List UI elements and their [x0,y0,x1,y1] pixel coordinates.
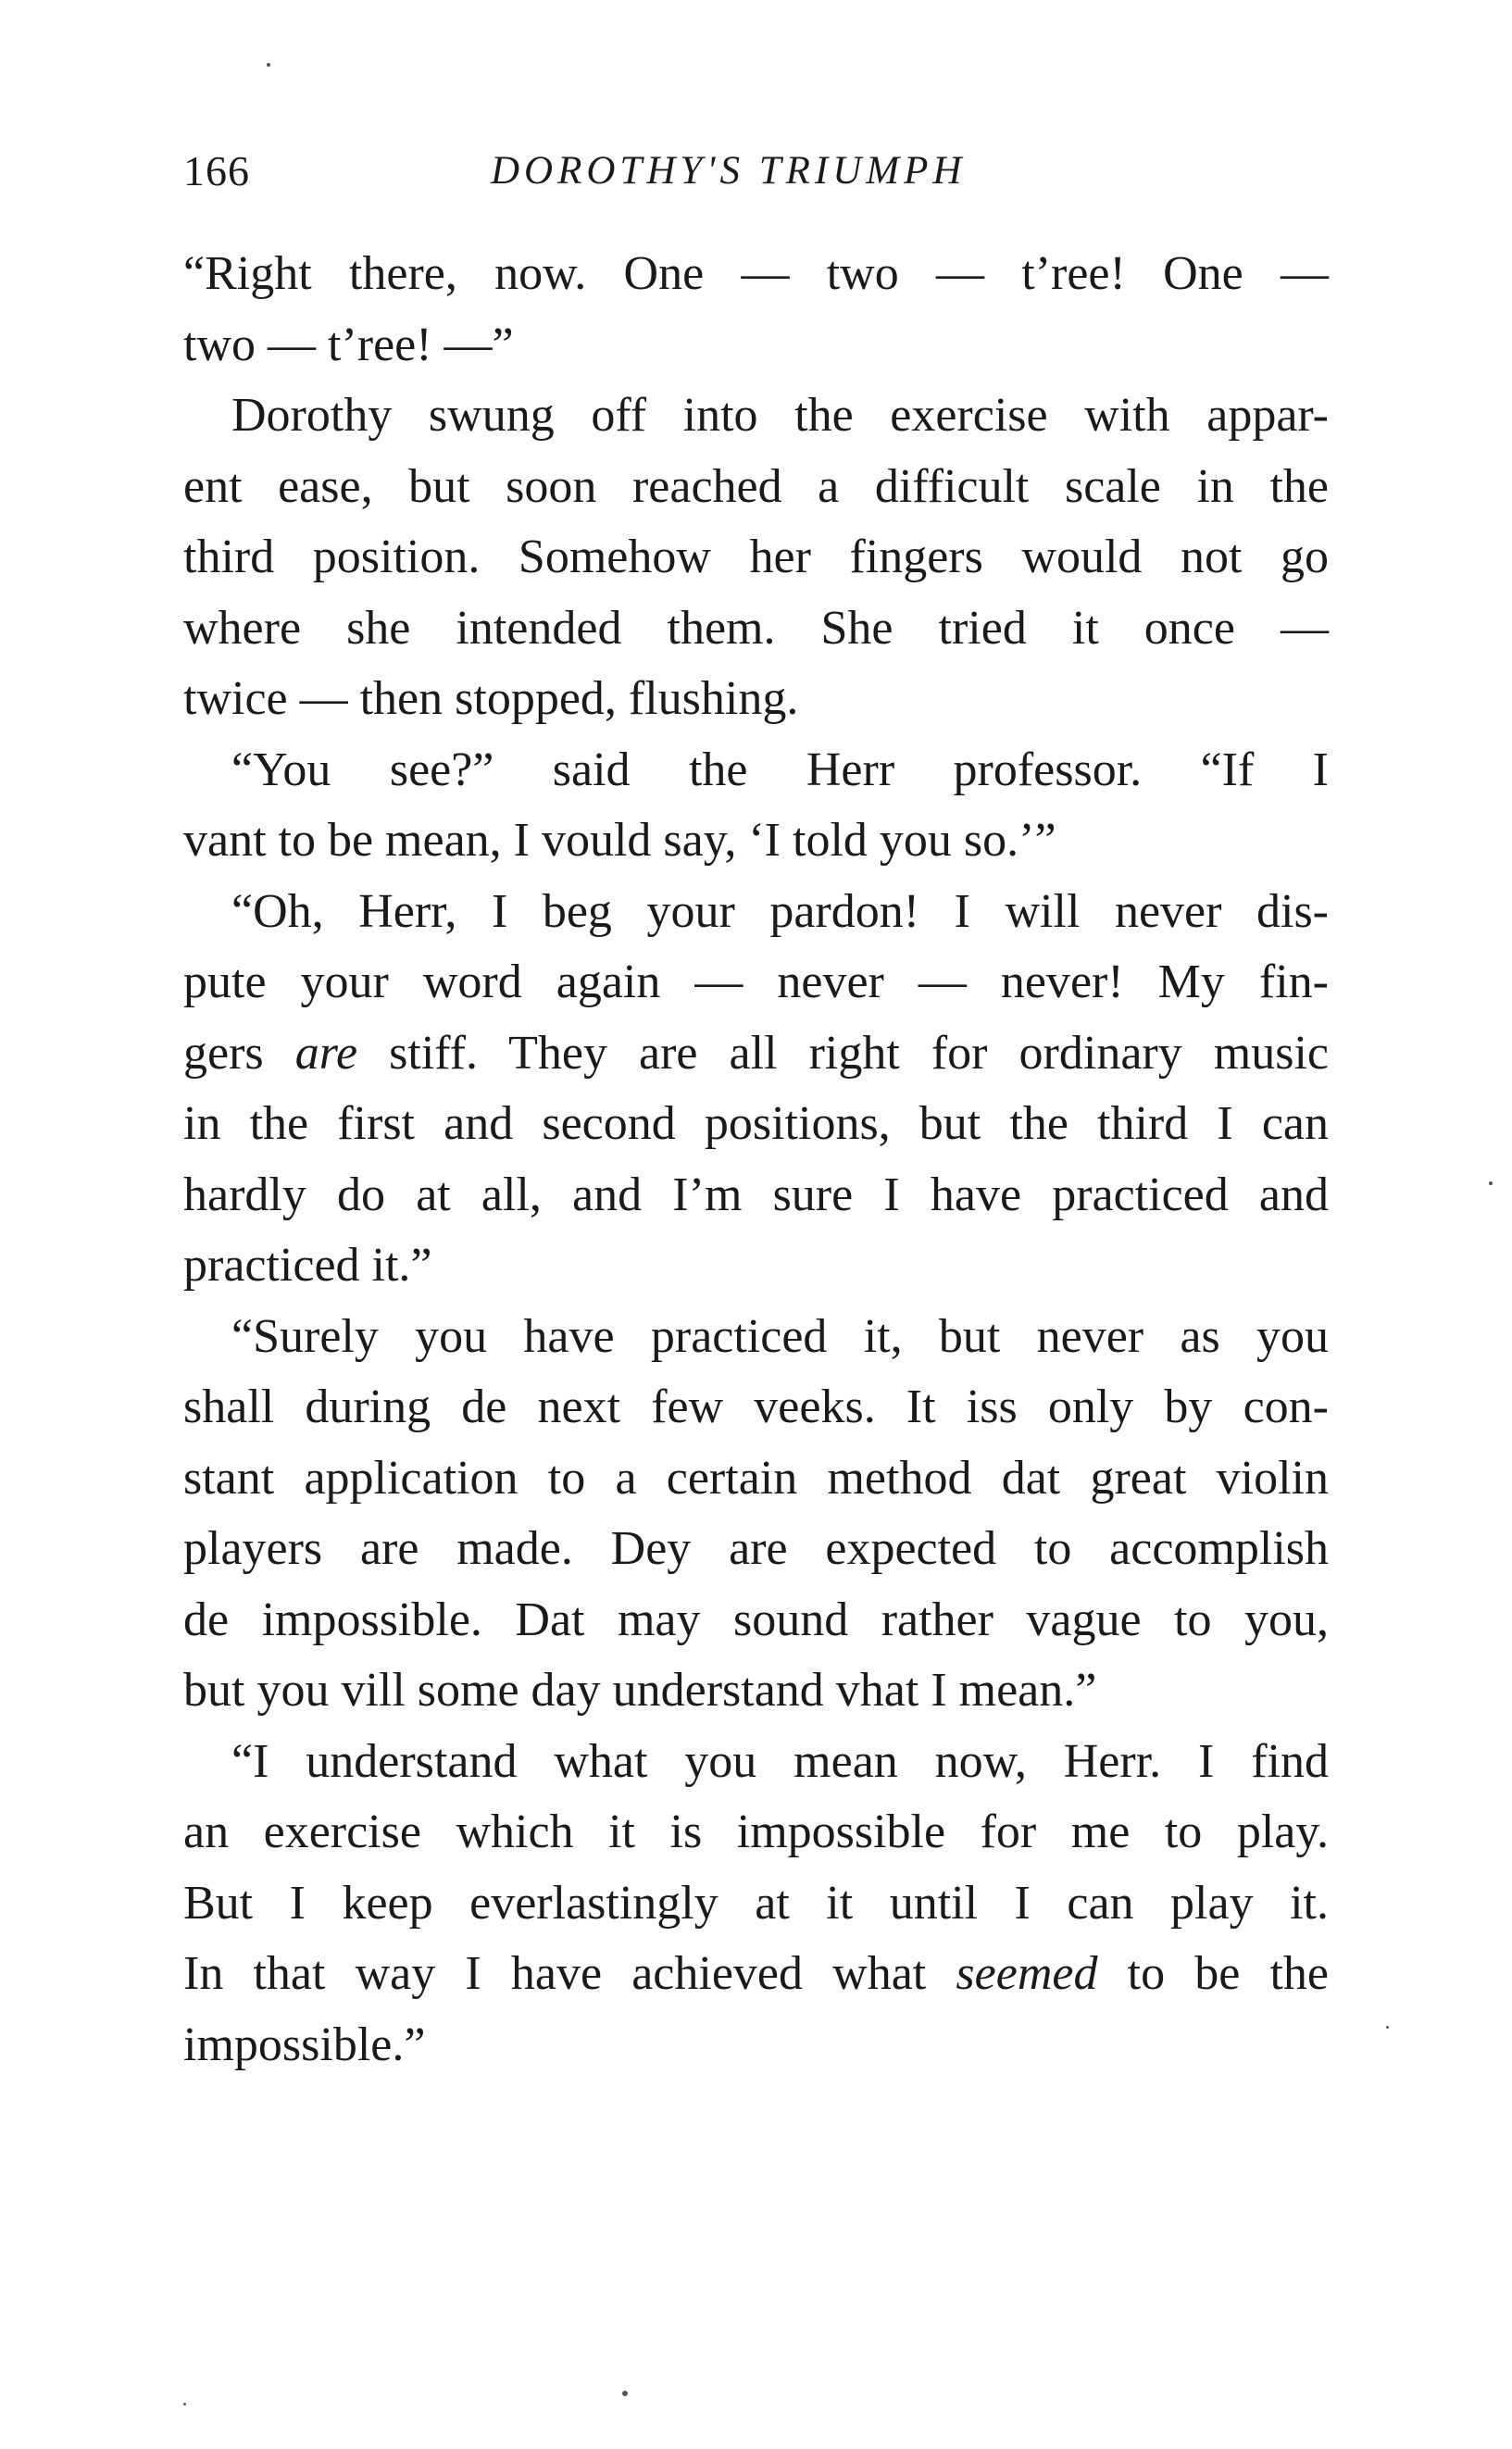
text-segment: to be the [1097,1947,1330,2000]
text-line: Dorothy swung off into the exercise with appar- [231,389,1329,442]
text-line: “Right there, now. One — two — t’ree! One — [183,247,1329,300]
text-line: an exercise which it is impossible for me to play. [183,1806,1329,1858]
text-line: “Oh, Herr, I beg your pardon! I will never dis- [231,884,1329,938]
text-line: pute your word again — never — never! My fin- [183,956,1329,1008]
text-line: but you vill some day understand vhat I mean.” [183,1664,1097,1717]
text-line: stant application to a certain method dat great violin [183,1451,1329,1505]
text-line [183,1939,1329,2010]
text-segment: gers [183,1026,295,1080]
text-line: But I keep everlastingly at it until I can play it. [183,1876,1329,1930]
text-line: “I understand what you mean now, Herr. I find [231,1734,1329,1788]
text-line: two — t’ree! —” [183,318,514,371]
italic-emphasis: are [294,1026,358,1080]
text-line: practiced it.” [183,1239,432,1292]
paper-speck [622,2391,628,2396]
running-title: DOROTHY'S TRIUMPH [491,149,967,193]
text-line: players are made. Dey are expected to accomplish [183,1522,1329,1575]
text-line: third position. Somehow her fingers would not go [183,531,1329,583]
text-line: in the first and second positions, but the third I can [183,1097,1329,1150]
page-number: 166 [183,147,250,194]
paper-speck [1489,1181,1493,1185]
text-segment: In that way I have achieved what [183,1947,956,2000]
text-line [183,1018,1329,1090]
text-line: where she intended them. She tried it once — [183,601,1329,655]
paper-speck [267,63,270,67]
text-line: impossible.” [183,2018,426,2071]
text-line: “You see?” said the Herr professor. “If I [231,743,1329,796]
text-line: vant to be mean, I vould say, ‘I told you so.’” [183,814,1056,867]
paper-speck [1386,2026,1389,2029]
text-line: de impossible. Dat may sound rather vague to you, [183,1593,1329,1646]
running-head [183,139,1331,204]
body-text [183,239,1329,2080]
text-line: shall during de next few veeks. It iss only by con- [183,1381,1329,1433]
text-segment: stiff. They are all right for ordinary music [357,1026,1329,1080]
italic-emphasis: seemed [956,1947,1098,2000]
text-line: twice — then stopped, flushing. [183,672,799,725]
text-line: ent ease, but soon reached a difficult scale in the [183,459,1329,513]
paper-speck [183,2403,186,2405]
text-line: “Surely you have practiced it, but never as you [231,1309,1329,1363]
text-line: hardly do at all, and I’m sure I have practiced and [183,1168,1329,1221]
